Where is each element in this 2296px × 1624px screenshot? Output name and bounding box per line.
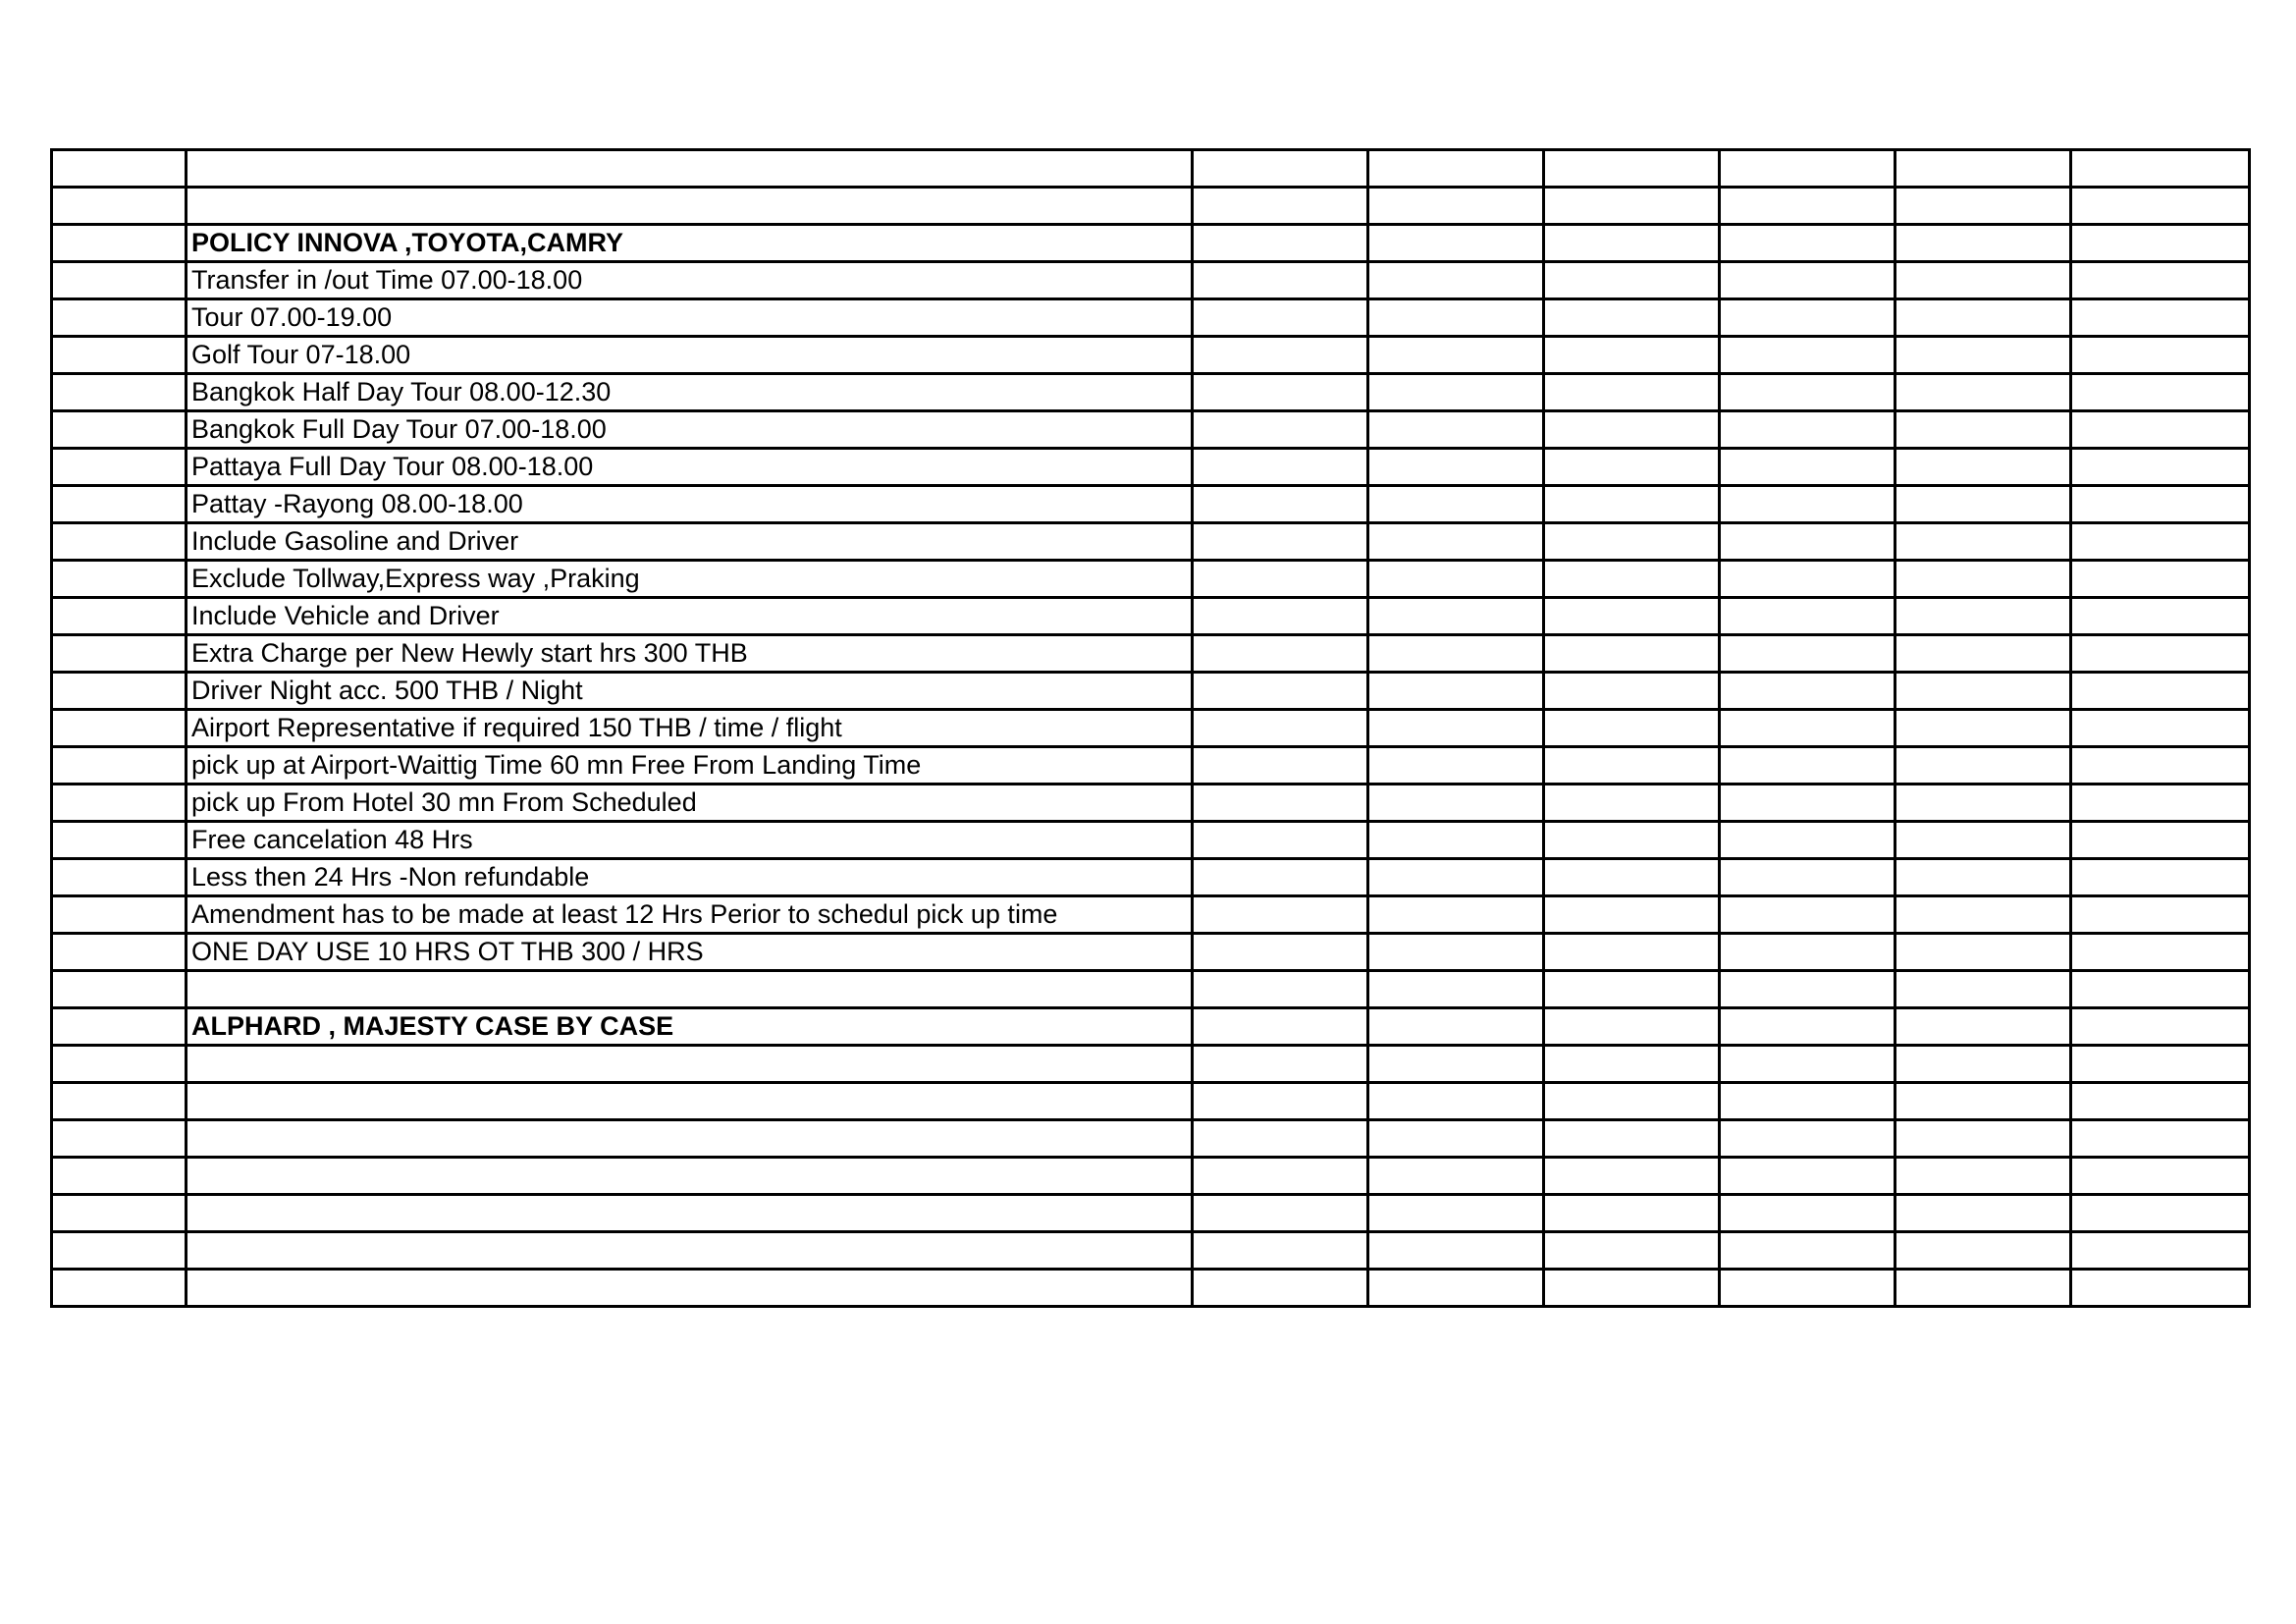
empty-cell [52, 1046, 187, 1083]
empty-cell [1193, 1008, 1368, 1046]
empty-cell [1720, 337, 1896, 374]
table-row [52, 374, 2250, 411]
table-row [52, 561, 2250, 598]
empty-cell [1720, 635, 1896, 673]
empty-cell [1193, 1083, 1368, 1120]
empty-cell [1720, 374, 1896, 411]
empty-cell [1544, 1158, 1720, 1195]
empty-cell [1544, 673, 1720, 710]
empty-cell [1896, 1158, 2071, 1195]
empty-cell [1368, 1158, 1544, 1195]
empty-cell [1896, 1046, 2071, 1083]
empty-cell [52, 262, 187, 299]
empty-cell [1193, 374, 1368, 411]
empty-cell [1720, 1158, 1896, 1195]
empty-cell [1544, 785, 1720, 822]
policy-text-cell: ONE DAY USE 10 HRS OT THB 300 / HRS [187, 934, 1193, 971]
empty-cell [1720, 896, 1896, 934]
empty-cell [1896, 635, 2071, 673]
empty-cell [1368, 971, 1544, 1008]
empty-cell [2071, 523, 2250, 561]
empty-cell [1193, 1232, 1368, 1270]
policy-text-cell [187, 150, 1193, 188]
empty-cell [1544, 822, 1720, 859]
empty-cell [1544, 598, 1720, 635]
empty-cell [1368, 1270, 1544, 1307]
empty-cell [1720, 523, 1896, 561]
empty-cell [1193, 673, 1368, 710]
policy-text-cell: ALPHARD , MAJESTY CASE BY CASE [187, 1008, 1193, 1046]
empty-cell [1544, 337, 1720, 374]
empty-cell [1368, 747, 1544, 785]
empty-cell [1544, 449, 1720, 486]
empty-cell [1896, 896, 2071, 934]
empty-cell [1544, 859, 1720, 896]
policy-text-cell: Extra Charge per New Hewly start hrs 300 THB [187, 635, 1193, 673]
empty-cell [1720, 188, 1896, 225]
empty-cell [1193, 1195, 1368, 1232]
empty-cell [1720, 411, 1896, 449]
policy-text-cell: POLICY INNOVA ,TOYOTA,CAMRY [187, 225, 1193, 262]
empty-cell [2071, 971, 2250, 1008]
empty-cell [1368, 1008, 1544, 1046]
empty-cell [52, 1232, 187, 1270]
table-row [52, 1083, 2250, 1120]
table-row [52, 262, 2250, 299]
empty-cell [2071, 150, 2250, 188]
empty-cell [1193, 1046, 1368, 1083]
empty-cell [1368, 374, 1544, 411]
table-row [52, 411, 2250, 449]
empty-cell [1720, 1008, 1896, 1046]
table-row [52, 188, 2250, 225]
empty-cell [1720, 1120, 1896, 1158]
empty-cell [1896, 188, 2071, 225]
empty-cell [1193, 150, 1368, 188]
empty-cell [1896, 1008, 2071, 1046]
empty-cell [2071, 1008, 2250, 1046]
empty-cell [1896, 1270, 2071, 1307]
empty-cell [2071, 374, 2250, 411]
empty-cell [1896, 150, 2071, 188]
table-row [52, 822, 2250, 859]
empty-cell [1896, 374, 2071, 411]
empty-cell [2071, 262, 2250, 299]
empty-cell [1896, 598, 2071, 635]
empty-cell [1896, 822, 2071, 859]
empty-cell [2071, 188, 2250, 225]
empty-cell [2071, 822, 2250, 859]
empty-cell [1544, 747, 1720, 785]
empty-cell [52, 673, 187, 710]
empty-cell [1368, 785, 1544, 822]
table-row [52, 971, 2250, 1008]
empty-cell [1368, 934, 1544, 971]
table-row [52, 1232, 2250, 1270]
empty-cell [1544, 934, 1720, 971]
empty-cell [2071, 710, 2250, 747]
table-row [52, 299, 2250, 337]
policy-text-cell [187, 1232, 1193, 1270]
policy-text-cell: pick up From Hotel 30 mn From Scheduled [187, 785, 1193, 822]
empty-cell [52, 561, 187, 598]
empty-cell [1720, 710, 1896, 747]
empty-cell [1368, 710, 1544, 747]
empty-cell [52, 1120, 187, 1158]
empty-cell [1720, 299, 1896, 337]
empty-cell [1896, 299, 2071, 337]
table-row [52, 598, 2250, 635]
policy-text-cell: Amendment has to be made at least 12 Hrs Perior to schedul pick up time [187, 896, 1193, 934]
table-row [52, 673, 2250, 710]
empty-cell [52, 822, 187, 859]
empty-cell [1544, 225, 1720, 262]
empty-cell [1368, 896, 1544, 934]
empty-cell [52, 225, 187, 262]
empty-cell [52, 1158, 187, 1195]
policy-text-cell: Tour 07.00-19.00 [187, 299, 1193, 337]
policy-text-cell: Less then 24 Hrs -Non refundable [187, 859, 1193, 896]
empty-cell [1896, 747, 2071, 785]
empty-cell [1720, 859, 1896, 896]
empty-cell [1896, 934, 2071, 971]
empty-cell [1896, 486, 2071, 523]
empty-cell [1193, 1270, 1368, 1307]
empty-cell [1896, 411, 2071, 449]
empty-cell [2071, 225, 2250, 262]
empty-cell [1720, 449, 1896, 486]
empty-cell [1193, 598, 1368, 635]
table-row [52, 1270, 2250, 1307]
empty-cell [1193, 1120, 1368, 1158]
empty-cell [1720, 561, 1896, 598]
empty-cell [1193, 635, 1368, 673]
policy-text-cell: pick up at Airport-Waittig Time 60 mn Free From Landing Time [187, 747, 1193, 785]
empty-cell [1720, 598, 1896, 635]
policy-text-cell: Bangkok Half Day Tour 08.00-12.30 [187, 374, 1193, 411]
empty-cell [1720, 971, 1896, 1008]
empty-cell [1544, 1120, 1720, 1158]
table-row [52, 934, 2250, 971]
table-row [52, 1158, 2250, 1195]
empty-cell [1720, 1083, 1896, 1120]
empty-cell [52, 859, 187, 896]
empty-cell [52, 411, 187, 449]
policy-text-cell: Free cancelation 48 Hrs [187, 822, 1193, 859]
empty-cell [1544, 374, 1720, 411]
empty-cell [52, 337, 187, 374]
empty-cell [52, 896, 187, 934]
empty-cell [52, 1195, 187, 1232]
table-body [52, 150, 2250, 1307]
empty-cell [1193, 971, 1368, 1008]
policy-text-cell: Include Vehicle and Driver [187, 598, 1193, 635]
empty-cell [1896, 859, 2071, 896]
table-row [52, 337, 2250, 374]
policy-text-cell: Bangkok Full Day Tour 07.00-18.00 [187, 411, 1193, 449]
table-row [52, 747, 2250, 785]
empty-cell [1896, 523, 2071, 561]
empty-cell [1368, 449, 1544, 486]
empty-cell [1544, 262, 1720, 299]
empty-cell [52, 449, 187, 486]
policy-text-cell [187, 1195, 1193, 1232]
empty-cell [1193, 411, 1368, 449]
empty-cell [1193, 225, 1368, 262]
empty-cell [52, 934, 187, 971]
policy-text-cell: Include Gasoline and Driver [187, 523, 1193, 561]
empty-cell [1193, 188, 1368, 225]
empty-cell [52, 1008, 187, 1046]
empty-cell [52, 971, 187, 1008]
empty-cell [52, 598, 187, 635]
empty-cell [1544, 188, 1720, 225]
empty-cell [1896, 1083, 2071, 1120]
empty-cell [1544, 1046, 1720, 1083]
empty-cell [2071, 896, 2250, 934]
empty-cell [1720, 785, 1896, 822]
empty-cell [1544, 150, 1720, 188]
policy-text-cell [187, 971, 1193, 1008]
empty-cell [1193, 1158, 1368, 1195]
policy-text-cell: Golf Tour 07-18.00 [187, 337, 1193, 374]
empty-cell [1896, 1232, 2071, 1270]
empty-cell [1544, 710, 1720, 747]
policy-text-cell [187, 1083, 1193, 1120]
empty-cell [1896, 785, 2071, 822]
empty-cell [1368, 225, 1544, 262]
empty-cell [2071, 411, 2250, 449]
table-row [52, 150, 2250, 188]
empty-cell [1720, 262, 1896, 299]
policy-text-cell [187, 188, 1193, 225]
empty-cell [1368, 673, 1544, 710]
empty-cell [1193, 822, 1368, 859]
empty-cell [1544, 635, 1720, 673]
empty-cell [1896, 673, 2071, 710]
policy-text-cell: Transfer in /out Time 07.00-18.00 [187, 262, 1193, 299]
policy-text-cell: Driver Night acc. 500 THB / Night [187, 673, 1193, 710]
empty-cell [1896, 225, 2071, 262]
empty-cell [1368, 523, 1544, 561]
empty-cell [1720, 1232, 1896, 1270]
empty-cell [1193, 299, 1368, 337]
empty-cell [1720, 1046, 1896, 1083]
empty-cell [1368, 822, 1544, 859]
empty-cell [52, 486, 187, 523]
empty-cell [1368, 262, 1544, 299]
empty-cell [1368, 1120, 1544, 1158]
empty-cell [1368, 188, 1544, 225]
table-row [52, 785, 2250, 822]
empty-cell [1720, 1270, 1896, 1307]
empty-cell [52, 635, 187, 673]
empty-cell [1544, 561, 1720, 598]
empty-cell [2071, 747, 2250, 785]
empty-cell [52, 1270, 187, 1307]
empty-cell [1193, 449, 1368, 486]
empty-cell [1720, 486, 1896, 523]
empty-cell [1896, 1195, 2071, 1232]
empty-cell [1896, 1120, 2071, 1158]
empty-cell [1896, 710, 2071, 747]
table-row [52, 1046, 2250, 1083]
empty-cell [1193, 486, 1368, 523]
empty-cell [1368, 150, 1544, 188]
policy-text-cell: Airport Representative if required 150 THB / time / flight [187, 710, 1193, 747]
table-row [52, 896, 2250, 934]
empty-cell [1896, 337, 2071, 374]
empty-cell [1193, 561, 1368, 598]
empty-cell [1368, 598, 1544, 635]
empty-cell [2071, 337, 2250, 374]
empty-cell [1368, 299, 1544, 337]
empty-cell [1720, 822, 1896, 859]
empty-cell [2071, 486, 2250, 523]
empty-cell [2071, 598, 2250, 635]
empty-cell [1896, 262, 2071, 299]
empty-cell [1368, 1083, 1544, 1120]
empty-cell [1544, 486, 1720, 523]
empty-cell [2071, 1232, 2250, 1270]
empty-cell [1368, 1232, 1544, 1270]
empty-cell [1368, 1195, 1544, 1232]
empty-cell [1720, 747, 1896, 785]
empty-cell [1896, 561, 2071, 598]
empty-cell [1720, 1195, 1896, 1232]
empty-cell [1544, 1195, 1720, 1232]
table-row [52, 523, 2250, 561]
empty-cell [52, 150, 187, 188]
table-row [52, 1008, 2250, 1046]
empty-cell [1193, 337, 1368, 374]
empty-cell [1720, 673, 1896, 710]
empty-cell [52, 710, 187, 747]
empty-cell [1720, 225, 1896, 262]
empty-cell [1368, 561, 1544, 598]
empty-cell [2071, 1270, 2250, 1307]
empty-cell [1544, 1008, 1720, 1046]
empty-cell [2071, 1195, 2250, 1232]
empty-cell [1544, 299, 1720, 337]
empty-cell [1720, 934, 1896, 971]
empty-cell [2071, 673, 2250, 710]
empty-cell [1193, 262, 1368, 299]
policy-text-cell: Pattay -Rayong 08.00-18.00 [187, 486, 1193, 523]
table-row [52, 859, 2250, 896]
empty-cell [52, 747, 187, 785]
empty-cell [1193, 523, 1368, 561]
empty-cell [1544, 1083, 1720, 1120]
empty-cell [1368, 1046, 1544, 1083]
empty-cell [1544, 1232, 1720, 1270]
empty-cell [1544, 411, 1720, 449]
empty-cell [1896, 449, 2071, 486]
empty-cell [52, 1083, 187, 1120]
table-row [52, 1120, 2250, 1158]
table-row [52, 486, 2250, 523]
empty-cell [52, 299, 187, 337]
empty-cell [2071, 449, 2250, 486]
empty-cell [1193, 710, 1368, 747]
empty-cell [52, 523, 187, 561]
policy-text-cell [187, 1046, 1193, 1083]
empty-cell [1193, 896, 1368, 934]
table-row [52, 225, 2250, 262]
policy-text-cell [187, 1120, 1193, 1158]
empty-cell [2071, 1158, 2250, 1195]
empty-cell [2071, 859, 2250, 896]
empty-cell [1544, 1270, 1720, 1307]
table-row [52, 710, 2250, 747]
empty-cell [52, 374, 187, 411]
table-row [52, 635, 2250, 673]
empty-cell [2071, 635, 2250, 673]
empty-cell [2071, 561, 2250, 598]
empty-cell [1544, 896, 1720, 934]
empty-cell [1896, 971, 2071, 1008]
empty-cell [52, 785, 187, 822]
empty-cell [1368, 337, 1544, 374]
empty-cell [2071, 1083, 2250, 1120]
policy-text-cell [187, 1158, 1193, 1195]
policy-text-cell: Pattaya Full Day Tour 08.00-18.00 [187, 449, 1193, 486]
table-row [52, 1195, 2250, 1232]
empty-cell [1720, 150, 1896, 188]
empty-cell [1368, 635, 1544, 673]
empty-cell [1193, 785, 1368, 822]
empty-cell [1368, 486, 1544, 523]
empty-cell [52, 188, 187, 225]
empty-cell [2071, 299, 2250, 337]
empty-cell [1193, 859, 1368, 896]
empty-cell [1544, 971, 1720, 1008]
empty-cell [1193, 747, 1368, 785]
policy-text-cell [187, 1270, 1193, 1307]
empty-cell [1368, 859, 1544, 896]
empty-cell [1368, 411, 1544, 449]
empty-cell [1544, 523, 1720, 561]
empty-cell [1193, 934, 1368, 971]
table-row [52, 449, 2250, 486]
policy-text-cell: Exclude Tollway,Express way ,Praking [187, 561, 1193, 598]
empty-cell [2071, 1120, 2250, 1158]
empty-cell [2071, 934, 2250, 971]
empty-cell [2071, 785, 2250, 822]
policy-table [50, 148, 2251, 1308]
empty-cell [2071, 1046, 2250, 1083]
